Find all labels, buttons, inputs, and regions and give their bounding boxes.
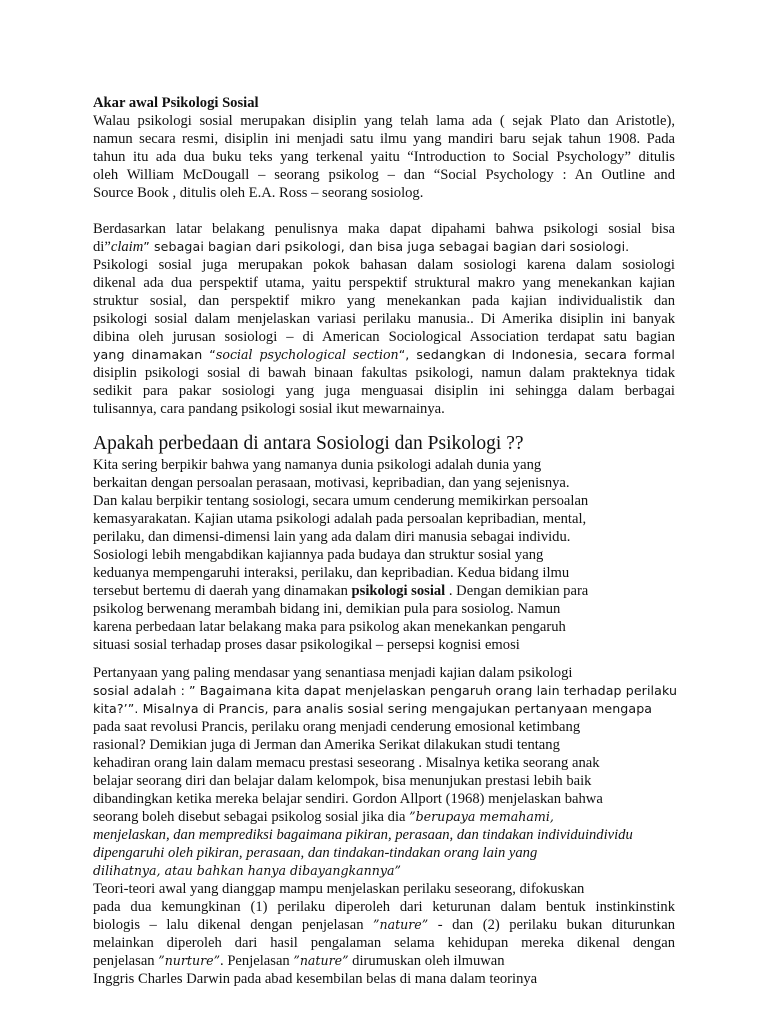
- italic-quote: dilihatnya, atau bahkan hanya dibayangkannya”: [93, 863, 401, 878]
- text-run: di”: [93, 239, 111, 255]
- paragraph-line: pada dua kemungkinan (1) perilaku diperoleh dari keturunan dalam bentuk instinkinstink: [93, 899, 675, 915]
- paragraph-line: kita?’”. Misalnya di Prancis, para analis sosial sering mengajukan pertanyaan mengapa: [93, 701, 653, 716]
- paragraph-line: dibina oleh jurusan sosiologi – di American Sociological Association terdapat satu bagian: [93, 329, 675, 345]
- text-run: seorang boleh disebut sebagai psikolog sosial jika dia: [93, 809, 410, 825]
- italic-quote: ”berupaya memahami,: [409, 809, 554, 824]
- italic-term: ”nature”: [293, 953, 349, 968]
- paragraph-line: oleh William McDougall – seorang psikolog – dan “Social Psychology : An Outline and: [93, 167, 675, 183]
- paragraph-line: perilaku, dan dimensi-dimensi lain yang ada dalam diri manusia sebagai individu.: [93, 529, 571, 545]
- paragraph-line: [93, 844, 675, 862]
- italic-term: claim: [110, 239, 144, 255]
- paragraph-line: pada saat revolusi Prancis, perilaku orang menjadi cenderung emosional ketimbang: [93, 719, 581, 735]
- paragraph-line: Teori-teori awal yang dianggap mampu menjelaskan perilaku seseorang, difokuskan: [93, 881, 585, 897]
- paragraph-line: dikenal ada dua perspektif utama, yaitu perspektif struktural makro yang menekankan kajian: [93, 275, 675, 291]
- text-run: dirumuskan oleh ilmuwan: [348, 953, 505, 969]
- paragraph-line: [93, 238, 675, 256]
- section-akar-awal: [93, 94, 675, 202]
- text-run: - dan (2) perilaku bukan diturunkan: [428, 917, 675, 933]
- paragraph-line: karena perbedaan latar belakang maka para psikolog akan menekankan pengaruh: [93, 619, 566, 635]
- text-run: penjelasan: [93, 953, 159, 969]
- bold-term: psikologi sosial: [351, 583, 446, 599]
- paragraph-line: kemasyarakatan. Kajian utama psikologi adalah pada persoalan kepribadian, mental,: [93, 511, 587, 527]
- paragraph-line: sosial adalah : ” Bagaimana kita dapat menjelaskan pengaruh orang lain terhadap perilaku: [93, 683, 678, 698]
- paragraph-line: Psikologi sosial juga merupakan pokok bahasan dalam sosiologi karena dalam sosiologi: [93, 257, 675, 273]
- paragraph-line: [93, 916, 675, 934]
- paragraph-line: Pertanyaan yang paling mendasar yang senantiasa menjadi kajian dalam psikologi: [93, 665, 573, 681]
- paragraph-line: kehadiran orang lain dalam memacu prestasi seseorang . Misalnya ketika seorang anak: [93, 755, 600, 771]
- section-pertanyaan: [93, 664, 678, 988]
- text-run: yang dinamakan “: [93, 347, 216, 362]
- section-perbedaan: [93, 432, 693, 654]
- paragraph-line: sedikit para pakar sosiologi yang juga menguasai disiplin ini sehingga dalam berbagai: [93, 383, 675, 399]
- italic-term: social psychological section: [215, 347, 399, 362]
- paragraph-line: belajar seorang diri dan belajar dalam kelompok, bisa menunjukan prestasi lebih baik: [93, 773, 592, 789]
- paragraph-line: melainkan diperoleh dari hasil pengalaman selama kehidupan mereka dikenal dengan: [93, 935, 675, 951]
- italic-term: ”nurture”: [158, 953, 221, 968]
- section-heading: Apakah perbedaan di antara Sosiologi dan Psikologi ??: [93, 433, 524, 454]
- paragraph-line: berkaitan dengan persoalan perasaan, motivasi, kepribadian, dan yang sejenisnya.: [93, 475, 570, 491]
- section-latar-belakang: [93, 220, 675, 418]
- text-run: . Dengan demikian para: [445, 583, 589, 599]
- paragraph-line: Source Book , ditulis oleh E.A. Ross – seorang sosiolog.: [93, 185, 424, 201]
- paragraph-line: tahun itu ada dua buku teks yang terkenal yaitu “Introduction to Social Psychology” ditulis: [93, 149, 675, 165]
- paragraph-line: Inggris Charles Darwin pada abad kesembilan belas di mana dalam teorinya: [93, 971, 538, 987]
- paragraph-line: namun secara resmi, disiplin ini menjadi satu ilmu yang mandiri baru sejak tahun 1908. Pada: [93, 131, 675, 147]
- paragraph-line: situasi sosial terhadap proses dasar psikologikal – persepsi kognisi emosi: [93, 637, 520, 653]
- paragraph-line: Kita sering berpikir bahwa yang namanya dunia psikologi adalah dunia yang: [93, 457, 542, 473]
- text-run: “, sedangkan di Indonesia, secara formal: [398, 347, 676, 362]
- paragraph-line: Sosiologi lebih mengabdikan kajiannya pada budaya dan struktur sosial yang: [93, 547, 544, 563]
- paragraph-line: [93, 346, 675, 364]
- text-run: ” sebagai bagian dari psikologi, dan bisa juga sebagai bagian dari sosiologi.: [143, 239, 630, 254]
- section-title: Akar awal Psikologi Sosial: [93, 95, 259, 111]
- text-run: . Penjelasan: [220, 953, 294, 969]
- paragraph-line: disiplin psikologi sosial di bawah binaan fakultas psikologi, namun dalam prakteknya tidak: [93, 365, 675, 381]
- paragraph-line: dibandingkan ketika mereka belajar sendiri. Gordon Allport (1968) menjelaskan bahwa: [93, 791, 603, 807]
- text-run: biologis – lalu dikenal dengan penjelasan: [93, 917, 374, 933]
- text-run: tersebut bertemu di daerah yang dinamakan: [93, 583, 352, 599]
- paragraph-line: [93, 826, 675, 844]
- paragraph-line: [93, 862, 675, 880]
- paragraph-line: [93, 582, 693, 600]
- paragraph-line: Berdasarkan latar belakang penulisnya maka dapat dipahami bahwa psikologi sosial bisa: [93, 221, 675, 237]
- italic-quote: dipengaruhi oleh pikiran, perasaan, dan tindakan-tindakan orang lain yang: [93, 845, 538, 861]
- paragraph-line: [93, 952, 675, 970]
- paragraph-line: Walau psikologi sosial merupakan disiplin yang telah lama ada ( sejak Plato dan Aristotle),: [93, 113, 675, 129]
- italic-quote: menjelaskan, dan memprediksi bagaimana pikiran, perasaan, dan tindakan individuindividu: [93, 827, 633, 843]
- paragraph-line: rasional? Demikian juga di Jerman dan Amerika Serikat dilakukan studi tentang: [93, 737, 560, 753]
- paragraph-line: [93, 808, 675, 826]
- paragraph-line: psikologi sosial dalam menjelaskan variasi perilaku manusia.. Di Amerika disiplin ini banyak: [93, 311, 675, 327]
- paragraph-line: keduanya mempengaruhi interaksi, perilaku, dan kepribadian. Kedua bidang ilmu: [93, 565, 570, 581]
- paragraph-line: psikolog berwenang merambah bidang ini, demikian pula para sosiolog. Namun: [93, 601, 561, 617]
- italic-term: ”nature”: [373, 917, 429, 932]
- paragraph-line: struktur sosial, dan perspektif mikro yang menekankan pada kajian individualistik dan: [93, 293, 675, 309]
- paragraph-line: Dan kalau berpikir tentang sosiologi, secara umum cenderung memikirkan persoalan: [93, 493, 589, 509]
- paragraph-line: tulisannya, cara pandang psikologi sosial ikut mewarnainya.: [93, 401, 445, 417]
